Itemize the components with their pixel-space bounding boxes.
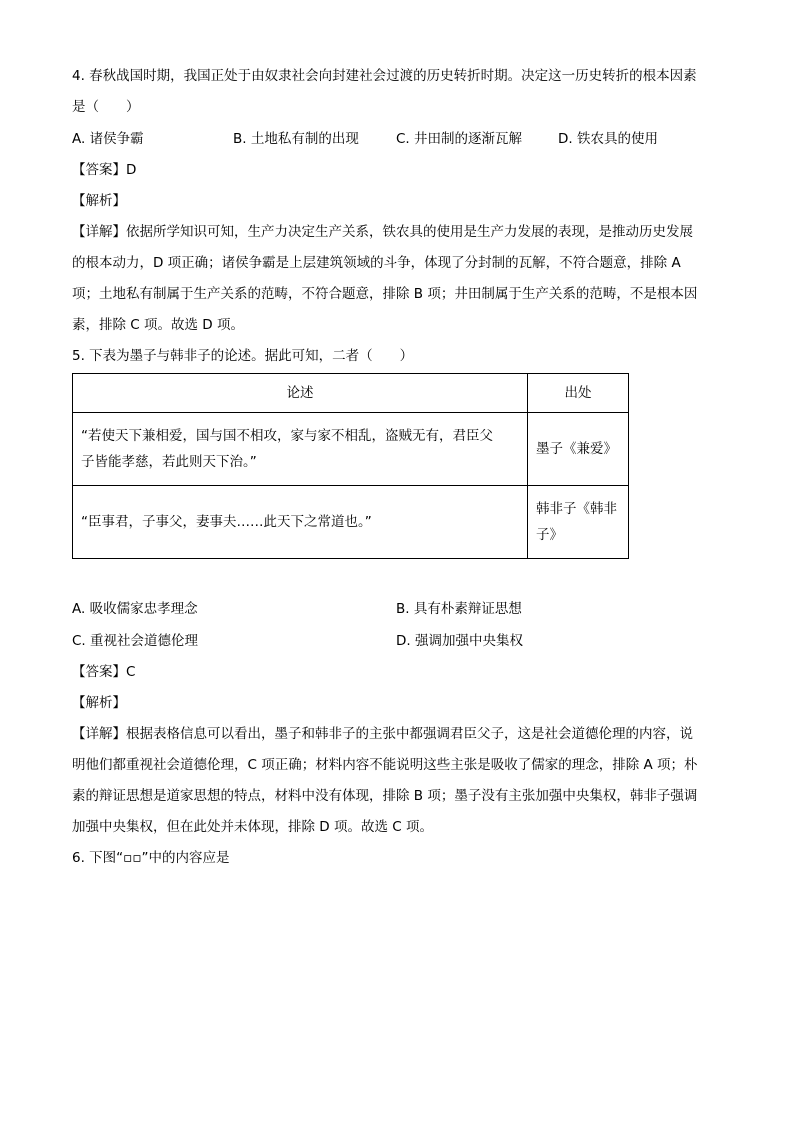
q4-detail-line4: 素，排除 C 项。故选 D 项。 — [72, 317, 244, 333]
table-row — [73, 486, 629, 559]
table-header-discourse: 论述 — [73, 374, 528, 413]
q4-answer: 【答案】D — [72, 162, 137, 178]
q4-option-a: A. 诸侯争霸 — [72, 131, 144, 147]
table-header-row — [73, 374, 629, 413]
q4-detail-line1: 【详解】依据所学知识可知，生产力决定生产关系，铁农具的使用是生产力发展的表现，是推动历史发展 — [72, 224, 693, 240]
q4-stem-line1: 4. 春秋战国时期，我国正处于由奴隶社会向封建社会过渡的历史转折时期。决定这一历史转折的根本因素 — [72, 68, 697, 84]
q4-stem-line2: 是（ ） — [72, 99, 140, 115]
source-line: 韩非子《韩非 — [536, 501, 617, 517]
q5-source-table — [72, 373, 629, 559]
source-line: 子》 — [536, 527, 563, 543]
q5-detail-line3: 素的辩证思想是道家思想的特点，材料中没有体现，排除 B 项；墨子没有主张加强中央集权，韩非子强调 — [72, 788, 698, 804]
q4-option-c: C. 井田制的逐渐瓦解 — [396, 131, 523, 147]
q5-option-d: D. 强调加强中央集权 — [396, 633, 523, 649]
q4-option-d: D. 铁农具的使用 — [558, 131, 658, 147]
q5-option-c: C. 重视社会道德伦理 — [72, 633, 199, 649]
quote-line: 子皆能孝慈，若此则天下治。” — [81, 454, 257, 470]
quote-line: “若使天下兼相爱，国与国不相攻，家与家不相乱，盗贼无有，君臣父 — [81, 428, 493, 444]
q6-stem: 6. 下图“▫▫”中的内容应是 — [72, 850, 230, 866]
q5-answer: 【答案】C — [72, 664, 136, 680]
q4-analysis-label: 【解析】 — [72, 193, 126, 209]
q5-stem: 5. 下表为墨子与韩非子的论述。据此可知，二者（ ） — [72, 348, 414, 364]
table-cell-quote — [73, 413, 528, 486]
q4-detail-line3: 项；土地私有制属于生产关系的范畴，不符合题意，排除 B 项；井田制属于生产关系的范畴，不是根本因 — [72, 286, 698, 302]
source-line: 墨子《兼爱》 — [536, 441, 617, 457]
q5-detail-line2: 明他们都重视社会道德伦理，C 项正确；材料内容不能说明这些主张是吸收了儒家的理念，排除 A 项；朴 — [72, 757, 698, 773]
quote-line: “臣事君，子事父，妻事夫……此天下之常道也。” — [81, 514, 372, 530]
q5-option-a: A. 吸收儒家忠孝理念 — [72, 601, 198, 617]
table-row — [73, 413, 629, 486]
table-header-source: 出处 — [528, 374, 629, 413]
table-cell-quote — [73, 486, 528, 559]
q5-analysis-label: 【解析】 — [72, 695, 126, 711]
q4-option-b: B. 土地私有制的出现 — [233, 131, 359, 147]
table-cell-source — [528, 413, 629, 486]
q5-option-b: B. 具有朴素辩证思想 — [396, 601, 522, 617]
table-cell-source — [528, 486, 629, 559]
q4-detail-line2: 的根本动力，D 项正确；诸侯争霸是上层建筑领域的斗争，体现了分封制的瓦解，不符合题意，排除 A — [72, 255, 681, 271]
q5-detail-line4: 加强中央集权，但在此处并未体现，排除 D 项。故选 C 项。 — [72, 819, 433, 835]
q5-detail-line1: 【详解】根据表格信息可以看出，墨子和韩非子的主张中都强调君臣父子，这是社会道德伦理的内容，说 — [72, 726, 693, 742]
